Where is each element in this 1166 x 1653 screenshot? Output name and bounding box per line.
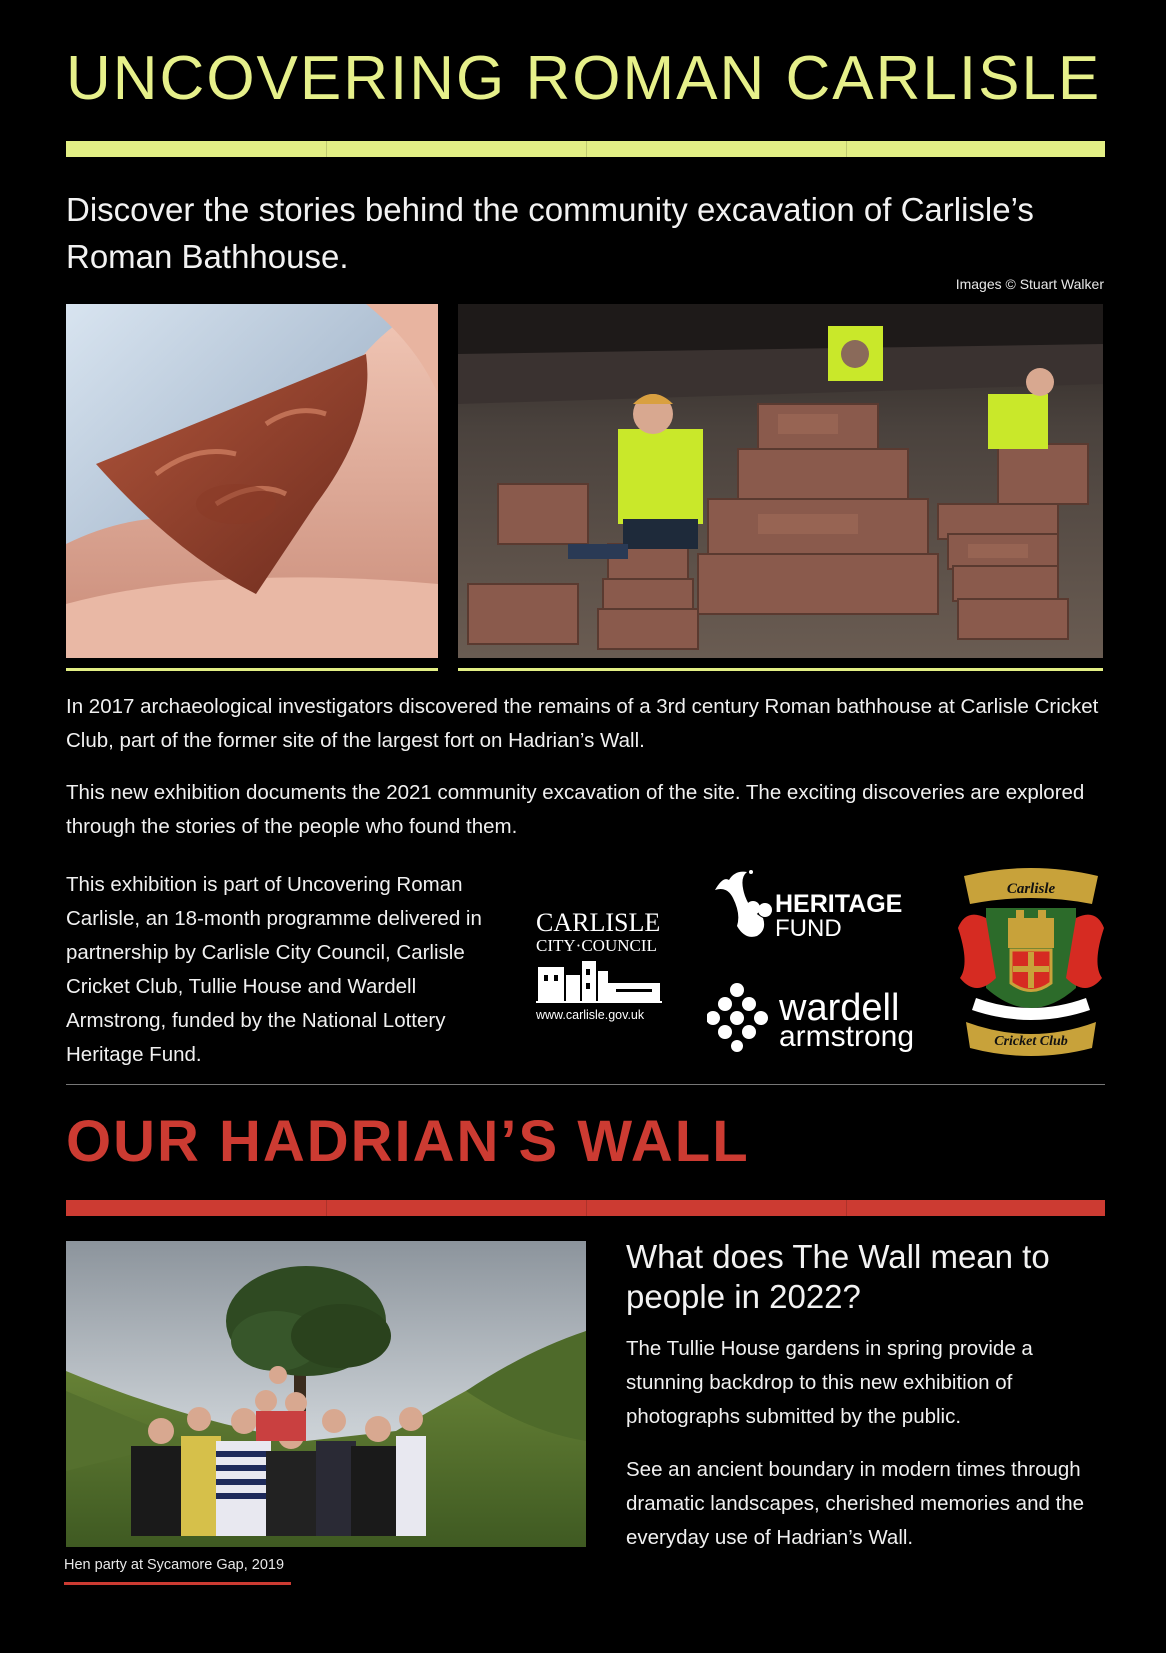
body-paragraph-3: This exhibition is part of Uncovering Roman Carlisle, an 18-month programme delivered in partnership by Carlisle City Council, Carlisle Cricket Club, Tullie House and Wardell Armstrong, funded by the National Lottery Heritage Fund.	[66, 873, 482, 1066]
wardell-armstrong-logo	[707, 982, 925, 1052]
heritage-fund-logo	[705, 868, 915, 948]
section2-paragraph-1: The Tullie House gardens in spring provide a stunning backdrop to this new exhibition of photographs submitted by the public.	[626, 1337, 1033, 1428]
pottery-fragment-photo	[66, 304, 438, 658]
caption-underline	[64, 1582, 291, 1585]
image-credit: Images © Stuart Walker	[955, 276, 1104, 292]
ccc-logo-name: CARLISLE	[536, 908, 661, 937]
wa-logo-line1: wardell	[779, 987, 900, 1029]
carlisle-city-council-logo	[536, 905, 666, 1025]
wa-logo-line2: armstrong	[779, 1020, 915, 1052]
excavation-photo	[458, 304, 1103, 658]
title-underline-bar	[66, 141, 1105, 157]
crest-top-label: Carlisle	[1006, 881, 1056, 897]
ccc-logo-subtitle: CITY·COUNCIL	[536, 936, 657, 955]
hf-logo-line1: HERITAGE	[775, 890, 903, 918]
ccc-logo-url: www.carlisle.gov.uk	[536, 1008, 645, 1022]
sycamore-gap-photo	[66, 1241, 586, 1547]
section2-heading: What does The Wall mean to people in 2022?	[626, 1238, 1050, 1315]
section-divider	[66, 1084, 1105, 1085]
page-title: UNCOVERING ROMAN CARLISLE	[66, 44, 1102, 113]
body-paragraph-1: In 2017 archaeological investigators discovered the remains of a 3rd century Roman bathhouse at Carlisle Cricket Club, part of the former site of the largest fort on Hadrian’s Wall.	[66, 695, 1099, 752]
crest-bottom-label: Cricket Club	[994, 1034, 1068, 1049]
section2-paragraph-2: See an ancient boundary in modern times through dramatic landscapes, cherished memories and the everyday use of Hadrian’s Wall.	[626, 1458, 1085, 1549]
intro-text: Discover the stories behind the community excavation of Carlisle’s Roman Bathhouse.	[66, 191, 1034, 275]
body-paragraph-2: This new exhibition documents the 2021 community excavation of the site. The exciting discoveries are explored through the stories of the people who found them.	[66, 781, 1085, 838]
photo1-underline	[66, 668, 438, 671]
photo2-underline	[458, 668, 1103, 671]
section2-title: OUR HADRIAN’S WALL	[66, 1109, 750, 1174]
hf-logo-line2: FUND	[775, 915, 842, 942]
carlisle-cricket-club-crest	[956, 868, 1106, 1058]
section2-underline-bar	[66, 1200, 1105, 1216]
photo-caption: Hen party at Sycamore Gap, 2019	[64, 1557, 285, 1573]
